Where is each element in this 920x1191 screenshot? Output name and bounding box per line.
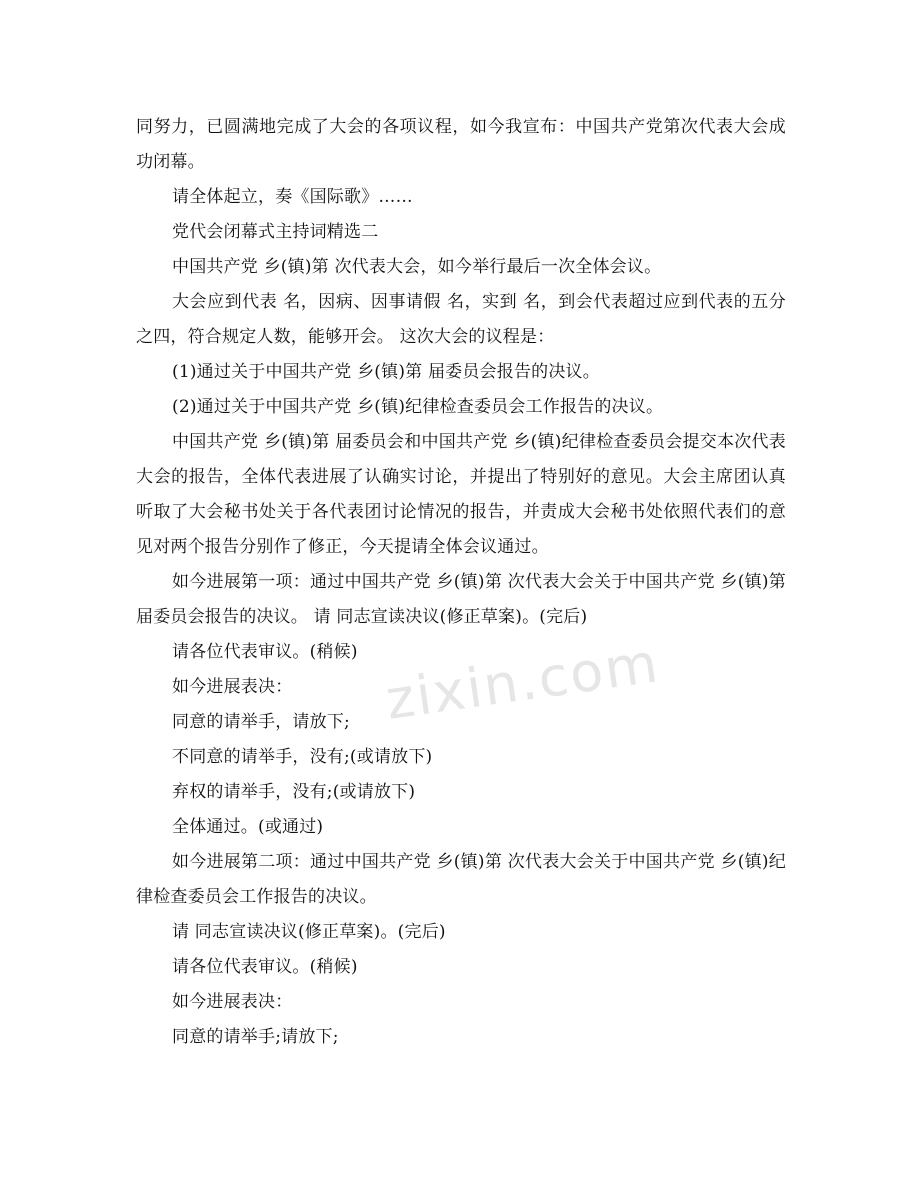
paragraph: 请各位代表审议。(稍候) bbox=[172, 642, 358, 662]
watermark: zixin.com bbox=[381, 631, 664, 732]
section-heading: 党代会闭幕式主持词精选二 bbox=[172, 222, 379, 242]
paragraph: 如今进展第二项：通过中国共产党 乡(镇)第 次代表大会关于中国共产党 乡(镇)纪律检查委员会工作报告的决议。 bbox=[136, 852, 786, 907]
paragraph: 不同意的请举手，没有;(或请放下) bbox=[172, 747, 433, 767]
paragraph: 中国共产党 乡(镇)第 次代表大会，如今举行最后一次全体会议。 bbox=[172, 257, 662, 277]
paragraph: 同意的请举手;请放下; bbox=[172, 1027, 339, 1047]
paragraph: 如今进展第一项：通过中国共产党 乡(镇)第 次代表大会关于中国共产党 乡(镇)第 届委员会报告的决议。 请 同志宣读决议(修正草案)。(完后) bbox=[136, 572, 786, 627]
paragraph: 请各位代表审议。(稍候) bbox=[172, 957, 358, 977]
paragraph: 请 同志宣读决议(修正草案)。(完后) bbox=[172, 922, 446, 942]
paragraph: 同努力，已圆满地完成了大会的各项议程，如今我宣布：中国共产党第次代表大会成功闭幕。 bbox=[136, 117, 786, 172]
paragraph: 同意的请举手，请放下; bbox=[172, 712, 350, 732]
document-body bbox=[136, 110, 786, 1055]
paragraph: 全体通过。(或通过) bbox=[172, 817, 324, 837]
agenda-item: (2)通过关于中国共产党 乡(镇)纪律检查委员会工作报告的决议。 bbox=[172, 397, 664, 417]
paragraph: 中国共产党 乡(镇)第 届委员会和中国共产党 乡(镇)纪律检查委员会提交本次代表大会的报告，全体代表进展了认确实讨论，并提出了特别好的意见。大会主席团认真听取了大会秘书处关于各代表团讨论情况的报告，并责成大会秘书处依照代表们的意见对两个报告分别作了修正，今天提请全体会议通过。 bbox=[136, 432, 786, 557]
paragraph: 弃权的请举手，没有;(或请放下) bbox=[172, 782, 416, 802]
paragraph: 请全体起立，奏《国际歌》…… bbox=[172, 187, 413, 207]
agenda-item: (1)通过关于中国共产党 乡(镇)第 届委员会报告的决议。 bbox=[172, 362, 600, 382]
paragraph: 如今进展表决： bbox=[172, 677, 293, 697]
paragraph: 大会应到代表 名，因病、因事请假 名，实到 名，到会代表超过应到代表的五分之四，符合规定人数，能够开会。 这次大会的议程是： bbox=[136, 292, 786, 347]
paragraph: 如今进展表决： bbox=[172, 992, 293, 1012]
